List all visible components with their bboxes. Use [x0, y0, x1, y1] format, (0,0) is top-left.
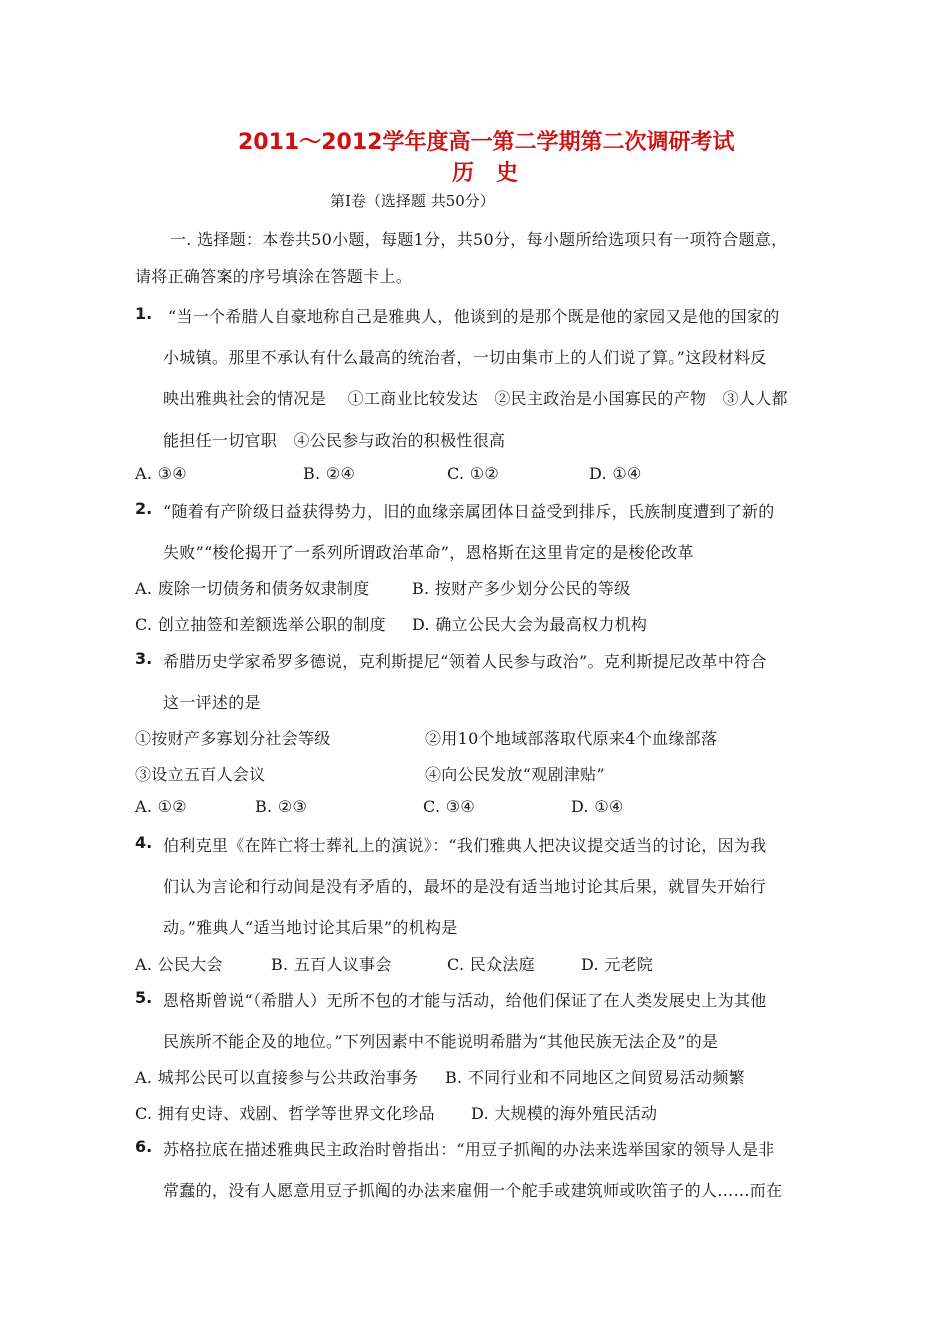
exam-title: 2011～2012学年度高一第二学期第二次调研考试	[238, 130, 735, 155]
question-number: 5.	[135, 988, 153, 1007]
question-text-line: 能担任一切官职 ④公民参与政治的积极性很高	[163, 431, 506, 450]
question-text-line: “当一个希腊人自豪地称自己是雅典人，他谈到的是那个既是他的家园又是他的国家的	[168, 307, 780, 326]
option-c: C. 民众法庭	[447, 955, 535, 974]
question-text-line: 小城镇。那里不承认有什么最高的统治者，一切由集市上的人们说了算。”这段材料反	[163, 348, 767, 367]
option-b: B. ②④	[303, 464, 356, 483]
question-text-line: 常蠢的，没有人愿意用豆子抓阄的办法来雇佣一个舵手或建筑师或吹笛子的人……而在	[163, 1181, 783, 1200]
question-number: 3.	[135, 649, 153, 668]
question-text-line: 民族所不能企及的地位。”下列因素中不能说明希腊为“其他民族无法企及”的是	[163, 1032, 719, 1051]
question-text-line: 们认为言论和行动间是没有矛盾的，最坏的是没有适当地讨论其后果，就冒失开始行	[163, 877, 767, 896]
option-b: B. 不同行业和不同地区之间贸易活动频繁	[445, 1068, 745, 1087]
option-d: D. 元老院	[581, 955, 654, 974]
question-number: 2.	[135, 499, 153, 518]
instructions-line-1: 一. 选择题：本卷共50小题，每题1分，共50分，每小题所给选项只有一项符合题意，	[170, 230, 788, 249]
statement-item: ②用10个地域部落取代原来4个血缘部落	[425, 729, 718, 748]
option-a: A. 公民大会	[135, 955, 223, 974]
section-heading: 第Ⅰ卷（选择题 共50分）	[330, 192, 495, 210]
option-c: C. ③④	[423, 797, 476, 816]
statement-item: ③设立五百人会议	[135, 765, 266, 784]
option-a: A. ③④	[135, 464, 187, 483]
question-text-line: 希腊历史学家希罗多德说，克利斯提尼“领着人民参与政治”。克利斯提尼改革中符合	[163, 652, 767, 671]
option-c: C. ①②	[447, 464, 500, 483]
question-text-line: 失败”“梭伦揭开了一系列所谓政治革命”，恩格斯在这里肯定的是梭伦改革	[163, 543, 694, 562]
question-text-line: 这一评述的是	[163, 693, 261, 712]
question-number: 1.	[135, 304, 153, 323]
subject-title: 历 史	[452, 161, 519, 186]
question-number: 6.	[135, 1137, 153, 1156]
option-d: D. ①④	[571, 797, 624, 816]
option-b: B. ②③	[255, 797, 308, 816]
question-text-line: 恩格斯曾说“（希腊人）无所不包的才能与活动，给他们保证了在人类发展史上为其他	[163, 991, 767, 1010]
option-a: A. ①②	[135, 797, 187, 816]
question-text-line: 伯利克里《在阵亡将士葬礼上的演说》：“我们雅典人把决议提交适当的讨论，因为我	[163, 836, 767, 855]
question-text-line: 苏格拉底在描述雅典民主政治时曾指出：“用豆子抓阄的办法来选举国家的领导人是非	[163, 1140, 775, 1159]
option-c: C. 拥有史诗、戏剧、哲学等世界文化珍品	[135, 1104, 435, 1123]
option-d: D. 确立公民大会为最高权力机构	[412, 615, 648, 634]
option-b: B. 按财产多少划分公民的等级	[412, 579, 631, 598]
question-text-line: 动。”雅典人“适当地讨论其后果”的机构是	[163, 918, 458, 937]
question-text-line: “随着有产阶级日益获得势力，旧的血缘亲属团体日益受到排斥，氏族制度遭到了新的	[163, 502, 775, 521]
option-d: D. 大规模的海外殖民活动	[471, 1104, 658, 1123]
option-a: A. 城邦公民可以直接参与公共政治事务	[135, 1068, 419, 1087]
question-text-line: 映出雅典社会的情况是 ①工商业比较发达 ②民主政治是小国寡民的产物 ③人人都	[163, 389, 788, 408]
option-b: B. 五百人议事会	[271, 955, 392, 974]
option-a: A. 废除一切债务和债务奴隶制度	[135, 579, 370, 598]
statement-item: ④向公民发放“观剧津贴”	[425, 765, 605, 784]
option-c: C. 创立抽签和差额选举公职的制度	[135, 615, 386, 634]
instructions-line-2: 请将正确答案的序号填涂在答题卡上。	[135, 267, 413, 286]
statement-item: ①按财产多寡划分社会等级	[135, 729, 331, 748]
option-d: D. ①④	[589, 464, 642, 483]
question-number: 4.	[135, 833, 153, 852]
